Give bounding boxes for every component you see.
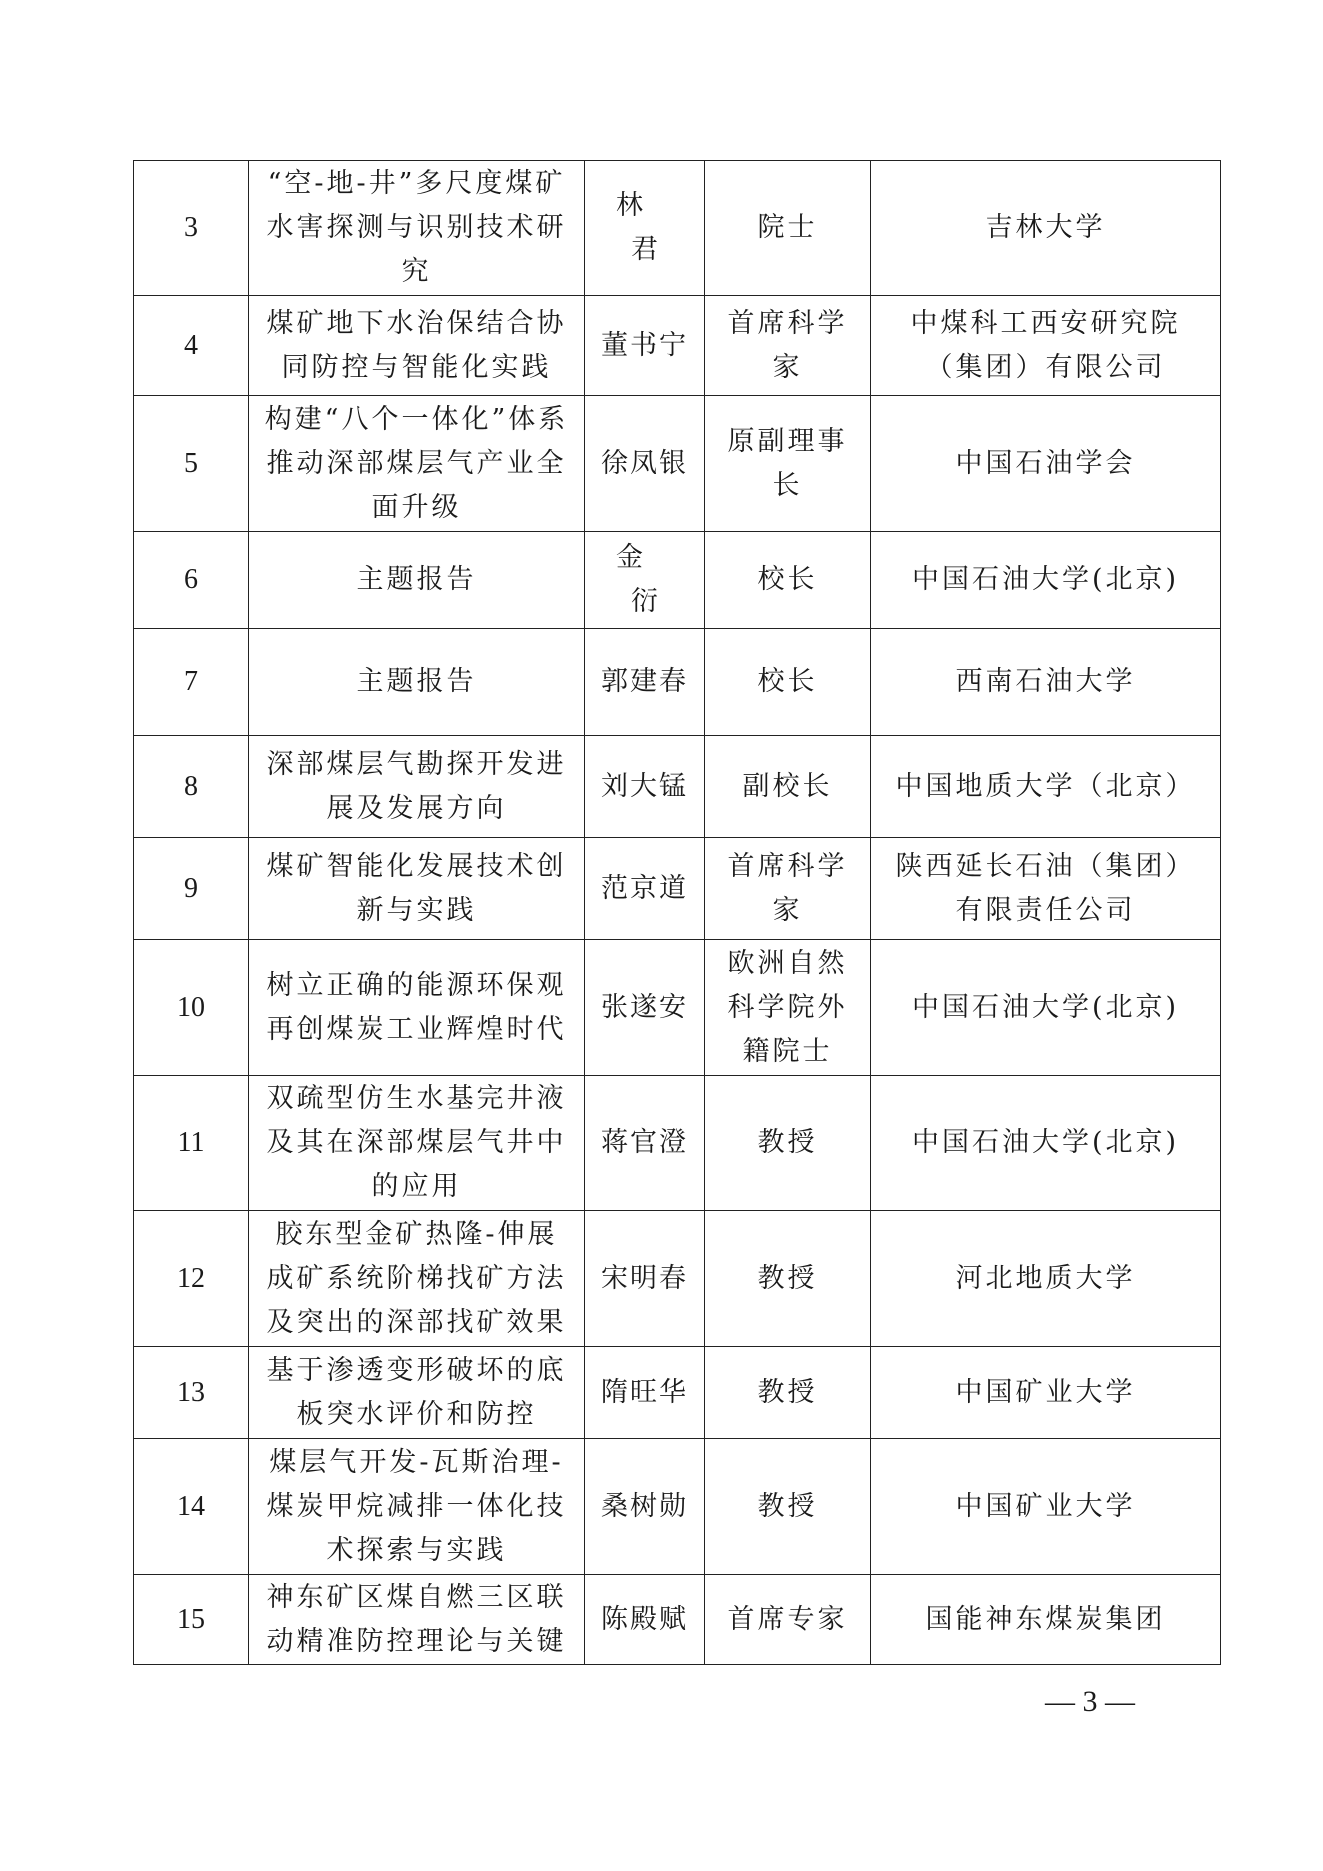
speaker-title: 校长 [705,532,871,629]
speaker-name: 隋旺华 [585,1347,705,1439]
row-number: 8 [134,736,249,838]
speaker-name: 林 君 [585,161,705,296]
report-topic: “空-地-井”多尺度煤矿水害探测与识别技术研究 [249,161,585,296]
speaker-name: 蒋官澄 [585,1076,705,1211]
table-row [134,1211,1221,1347]
speaker-organization: 中国地质大学（北京） [871,736,1221,838]
table-row [134,296,1221,396]
speaker-title: 副校长 [705,736,871,838]
speaker-organization: 中国石油大学(北京) [871,1076,1221,1211]
report-topic: 树立正确的能源环保观再创煤炭工业辉煌时代 [249,940,585,1076]
table-row [134,1076,1221,1211]
speaker-title: 院士 [705,161,871,296]
speaker-name: 张遂安 [585,940,705,1076]
row-number: 13 [134,1347,249,1439]
row-number: 11 [134,1076,249,1211]
speaker-name: 范京道 [585,838,705,940]
row-number: 7 [134,629,249,736]
row-number: 9 [134,838,249,940]
speaker-name: 金 衍 [585,532,705,629]
speaker-organization: 国能神东煤炭集团 [871,1575,1221,1665]
speaker-title: 教授 [705,1211,871,1347]
table-row [134,940,1221,1076]
speaker-title: 教授 [705,1347,871,1439]
speaker-name: 陈殿赋 [585,1575,705,1665]
table-row [134,161,1221,296]
speaker-name: 刘大锰 [585,736,705,838]
row-number: 15 [134,1575,249,1665]
report-topic: 主题报告 [249,532,585,629]
table-row [134,629,1221,736]
table-row [134,396,1221,532]
speaker-organization: 中国石油大学(北京) [871,532,1221,629]
speaker-name: 宋明春 [585,1211,705,1347]
speaker-title: 教授 [705,1076,871,1211]
speaker-name: 董书宁 [585,296,705,396]
table-row [134,838,1221,940]
speaker-organization: 河北地质大学 [871,1211,1221,1347]
table-row [134,1347,1221,1439]
speaker-organization: 陕西延长石油（集团）有限责任公司 [871,838,1221,940]
speaker-name: 桑树勋 [585,1439,705,1575]
table-row [134,736,1221,838]
row-number: 3 [134,161,249,296]
speaker-title: 校长 [705,629,871,736]
row-number: 10 [134,940,249,1076]
speaker-schedule-table [133,160,1221,1665]
speaker-title: 教授 [705,1439,871,1575]
row-number: 5 [134,396,249,532]
report-topic: 主题报告 [249,629,585,736]
row-number: 14 [134,1439,249,1575]
page-number: — 3 — [1045,1685,1135,1718]
speaker-organization: 中国石油学会 [871,396,1221,532]
report-topic: 胶东型金矿热隆-伸展成矿系统阶梯找矿方法及突出的深部找矿效果 [249,1211,585,1347]
row-number: 4 [134,296,249,396]
row-number: 6 [134,532,249,629]
report-topic: 神东矿区煤自燃三区联动精准防控理论与关键 [249,1575,585,1665]
speaker-organization: 中国矿业大学 [871,1439,1221,1575]
row-number: 12 [134,1211,249,1347]
speaker-name: 郭建春 [585,629,705,736]
report-topic: 构建“八个一体化”体系推动深部煤层气产业全面升级 [249,396,585,532]
speaker-title: 首席科学家 [705,296,871,396]
table-row [134,532,1221,629]
table-row [134,1439,1221,1575]
speaker-title: 首席专家 [705,1575,871,1665]
speaker-organization: 中国矿业大学 [871,1347,1221,1439]
speaker-title: 欧洲自然科学院外籍院士 [705,940,871,1076]
speaker-title: 首席科学家 [705,838,871,940]
report-topic: 深部煤层气勘探开发进展及发展方向 [249,736,585,838]
report-topic: 煤矿智能化发展技术创新与实践 [249,838,585,940]
speaker-organization: 西南石油大学 [871,629,1221,736]
report-topic: 煤矿地下水治保结合协同防控与智能化实践 [249,296,585,396]
report-topic: 煤层气开发-瓦斯治理-煤炭甲烷减排一体化技术探索与实践 [249,1439,585,1575]
report-topic: 基于渗透变形破坏的底板突水评价和防控 [249,1347,585,1439]
report-topic: 双疏型仿生水基完井液及其在深部煤层气井中的应用 [249,1076,585,1211]
speaker-organization: 吉林大学 [871,161,1221,296]
speaker-organization: 中国石油大学(北京) [871,940,1221,1076]
table-row [134,1575,1221,1665]
speaker-title: 原副理事长 [705,396,871,532]
speaker-organization: 中煤科工西安研究院（集团）有限公司 [871,296,1221,396]
speaker-name: 徐凤银 [585,396,705,532]
